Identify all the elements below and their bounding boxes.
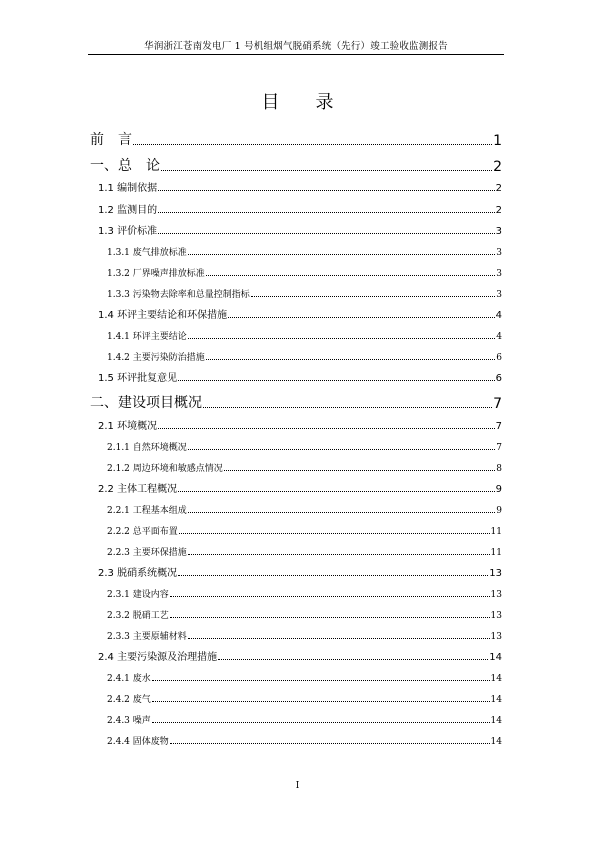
toc-entry[interactable] xyxy=(107,691,502,705)
dot-leader xyxy=(161,170,492,171)
dot-leader xyxy=(224,470,496,471)
toc-entry[interactable] xyxy=(107,265,502,279)
toc-entry-label: 前 言 xyxy=(90,132,132,148)
toc-entry-page: 7 xyxy=(495,421,502,432)
toc-entry-label: 2.1.2 周边环境和敏感点情况 xyxy=(107,464,223,474)
dot-leader xyxy=(218,659,488,660)
toc-entry-label: 1.4.1 环评主要结论 xyxy=(107,332,187,342)
toc-entry-label: 2.2 主体工程概况 xyxy=(98,484,178,495)
running-header: 华润浙江苍南发电厂 1 号机组烟气脱硝系统（先行）竣工验收监测报告 xyxy=(144,41,448,52)
toc-entry[interactable] xyxy=(107,349,502,363)
toc-entry-page: 14 xyxy=(490,716,502,726)
toc-entry-label: 1.4.2 主要污染防治措施 xyxy=(107,353,205,363)
dot-leader xyxy=(170,743,490,744)
dot-leader xyxy=(158,190,495,191)
toc-entry[interactable] xyxy=(107,670,502,684)
toc-entry-label: 2.3 脱硝系统概况 xyxy=(98,568,178,579)
toc-entry-label: 2.2.1 工程基本组成 xyxy=(107,506,187,516)
dot-leader xyxy=(228,317,495,318)
toc-entry[interactable] xyxy=(107,628,502,642)
toc-entry[interactable] xyxy=(98,202,502,216)
toc-entry-label: 1.3.3 污染物去除率和总量控制指标 xyxy=(107,290,250,300)
dot-leader xyxy=(178,575,488,576)
toc-entry[interactable] xyxy=(107,712,502,726)
dot-leader xyxy=(179,533,490,534)
toc-entry-page: 3 xyxy=(496,269,502,279)
toc-entry[interactable] xyxy=(90,157,502,175)
toc-entry-label: 1.3 评价标准 xyxy=(98,226,158,237)
toc-entry-page: 13 xyxy=(489,568,502,579)
toc-entry-label: 2.3.1 建设内容 xyxy=(107,590,169,600)
toc-entry-page: 8 xyxy=(496,464,502,474)
toc-entry-label: 2.1 环境概况 xyxy=(98,421,158,432)
dot-leader xyxy=(158,233,495,234)
toc-entry-page: 13 xyxy=(490,632,502,642)
toc-entry-label: 2.4.3 噪声 xyxy=(107,716,151,726)
toc-entry[interactable] xyxy=(107,544,502,558)
toc-entry-page: 2 xyxy=(493,159,502,175)
toc-entry[interactable] xyxy=(98,307,502,321)
toc-entry-page: 14 xyxy=(490,737,502,747)
toc-entry[interactable] xyxy=(98,418,502,432)
toc-entry[interactable] xyxy=(107,244,502,258)
dot-leader xyxy=(170,617,490,618)
toc-entry-label: 1.1 编制依据 xyxy=(98,183,158,194)
toc-entry[interactable] xyxy=(107,607,502,621)
header-rule xyxy=(88,54,504,55)
toc-entry-page: 14 xyxy=(489,652,502,663)
toc-entry-label: 2.4.1 废水 xyxy=(107,674,151,684)
toc-entry-label: 2.3.3 主要原辅材料 xyxy=(107,632,187,642)
toc-entry-label: 1.5 环评批复意见 xyxy=(98,373,178,384)
toc-entry[interactable] xyxy=(98,481,502,495)
toc-entry[interactable] xyxy=(107,460,502,474)
toc-entry[interactable] xyxy=(98,223,502,237)
toc-entry-page: 13 xyxy=(490,590,502,600)
dot-leader xyxy=(158,212,495,213)
toc-entry-page: 9 xyxy=(496,506,502,516)
toc-entry-label: 2.4.4 固体废物 xyxy=(107,737,169,747)
dot-leader xyxy=(178,380,495,381)
toc-entry-label: 2.3.2 脱硝工艺 xyxy=(107,611,169,621)
toc-entry[interactable] xyxy=(90,131,502,149)
toc-entry-page: 3 xyxy=(495,226,502,237)
toc-entry-page: 2 xyxy=(495,205,502,216)
toc-entry[interactable] xyxy=(107,586,502,600)
toc-entry-label: 2.1.1 自然环境概况 xyxy=(107,443,187,453)
toc-entry-page: 13 xyxy=(490,611,502,621)
toc-entry-label: 1.3.2 厂界噪声排放标准 xyxy=(107,269,205,279)
toc-entry-page: 14 xyxy=(490,674,502,684)
toc-entry-page: 1 xyxy=(493,133,502,149)
toc-entry-page: 7 xyxy=(493,396,502,412)
toc-entry-page: 4 xyxy=(496,332,502,342)
toc-entry-page: 11 xyxy=(490,548,502,558)
toc-entry[interactable] xyxy=(98,565,502,579)
toc-entry-label: 二、建设项目概况 xyxy=(90,395,202,411)
toc-entry-label: 2.4.2 废气 xyxy=(107,695,151,705)
dot-leader xyxy=(152,722,490,723)
dot-leader xyxy=(206,275,496,276)
toc-entry[interactable] xyxy=(98,370,502,384)
dot-leader xyxy=(188,254,496,255)
toc-entry[interactable] xyxy=(98,649,502,663)
toc-entry-label: 2.2.3 主要环保措施 xyxy=(107,548,187,558)
toc-entry[interactable] xyxy=(107,328,502,342)
dot-leader xyxy=(251,296,496,297)
page-number: I xyxy=(295,781,300,791)
toc-entry[interactable] xyxy=(90,394,502,412)
toc-entry-page: 6 xyxy=(495,373,502,384)
dot-leader xyxy=(152,680,490,681)
dot-leader xyxy=(152,701,490,702)
dot-leader xyxy=(158,428,495,429)
toc-entry[interactable] xyxy=(107,439,502,453)
dot-leader xyxy=(170,596,490,597)
dot-leader xyxy=(188,638,490,639)
toc-entry[interactable] xyxy=(107,286,502,300)
dot-leader xyxy=(188,449,496,450)
toc-entry[interactable] xyxy=(107,523,502,537)
toc-entry-page: 4 xyxy=(495,310,502,321)
toc-entry-label: 一、总 论 xyxy=(90,158,160,174)
dot-leader xyxy=(206,359,496,360)
toc-entry-page: 11 xyxy=(490,527,502,537)
toc-entry-page: 9 xyxy=(495,484,502,495)
toc-entry[interactable] xyxy=(107,502,502,516)
toc-entry-page: 14 xyxy=(490,695,502,705)
page-title: 目 录 xyxy=(261,92,334,113)
toc-entry-label: 2.4 主要污染源及治理措施 xyxy=(98,652,218,663)
dot-leader xyxy=(188,338,496,339)
toc-entry[interactable] xyxy=(98,180,502,194)
toc-entry-page: 3 xyxy=(496,248,502,258)
dot-leader xyxy=(203,407,492,408)
dot-leader xyxy=(178,491,495,492)
toc-entry-page: 6 xyxy=(496,353,502,363)
toc-entry[interactable] xyxy=(107,733,502,747)
toc-entry-page: 2 xyxy=(495,183,502,194)
toc-entry-page: 3 xyxy=(496,290,502,300)
toc-entry-label: 1.4 环评主要结论和环保措施 xyxy=(98,310,228,321)
toc-entry-label: 1.3.1 废气排放标准 xyxy=(107,248,187,258)
toc-entry-page: 7 xyxy=(496,443,502,453)
toc-entry-label: 1.2 监测目的 xyxy=(98,205,158,216)
dot-leader xyxy=(188,512,496,513)
dot-leader xyxy=(133,144,492,145)
toc-entry-label: 2.2.2 总平面布置 xyxy=(107,527,178,537)
dot-leader xyxy=(188,554,490,555)
